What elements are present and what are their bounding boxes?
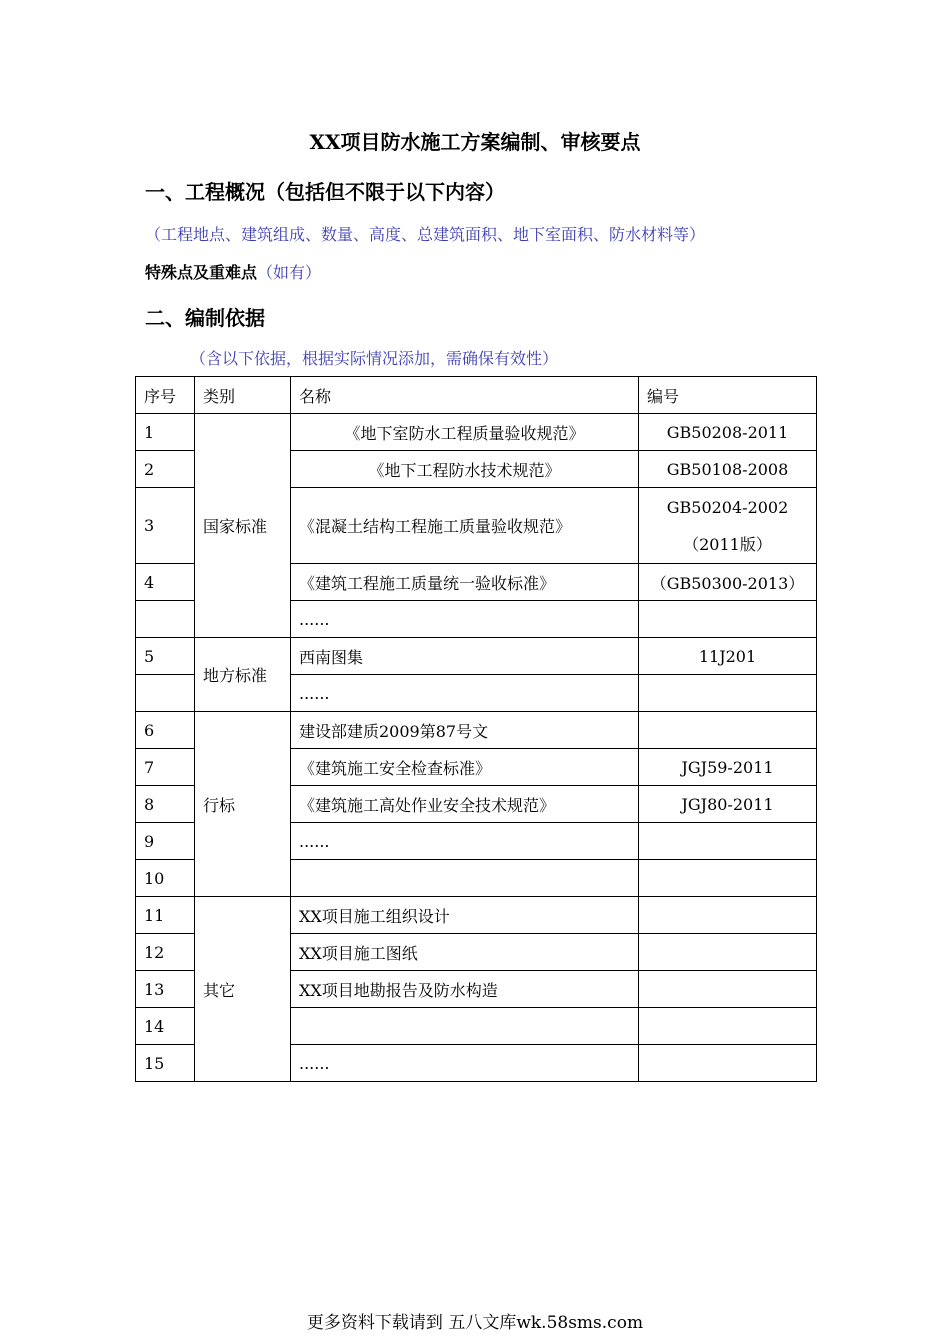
standard-code <box>639 897 817 934</box>
row-number: 11 <box>136 897 195 934</box>
standard-code: 11J201 <box>639 638 817 675</box>
footer-text: 更多资料下载请到 五八文库wk.58sms.com <box>306 1313 644 1333</box>
category-cell: 行标 <box>195 712 291 897</box>
category-cell: 其它 <box>195 897 291 1082</box>
row-number: 5 <box>136 638 195 675</box>
standard-code <box>639 488 817 564</box>
row-number: 3 <box>136 488 195 564</box>
row-number: 14 <box>136 1008 195 1045</box>
standard-code: GB50108-2008 <box>639 451 817 488</box>
table-row <box>136 897 817 934</box>
document-title: XX项目防水施工方案编制、审核要点 <box>309 130 641 154</box>
row-number <box>136 675 195 712</box>
section-2-heading: 二、编制依据 <box>145 306 265 330</box>
category-cell: 国家标准 <box>195 414 291 638</box>
category-cell: 地方标准 <box>195 638 291 712</box>
standard-code <box>639 860 817 897</box>
row-number: 2 <box>136 451 195 488</box>
standard-code <box>639 712 817 749</box>
standard-name: XX项目施工图纸 <box>291 934 639 971</box>
standard-code: JGJ59-2011 <box>639 749 817 786</box>
standard-code <box>639 934 817 971</box>
standard-code: JGJ80-2011 <box>639 786 817 823</box>
special-points-label: 特殊点及重难点 <box>145 263 258 282</box>
row-number <box>136 601 195 638</box>
standard-name: 《建筑施工高处作业安全技术规范》 <box>291 786 639 823</box>
section-1-note: （工程地点、建筑组成、数量、高度、总建筑面积、地下室面积、防水材料等） <box>145 225 706 244</box>
standard-name: 《混凝土结构工程施工质量验收规范》 <box>291 488 639 564</box>
row-number: 12 <box>136 934 195 971</box>
standard-code <box>639 1008 817 1045</box>
standard-code <box>639 675 817 712</box>
standard-code: GB50208-2011 <box>639 414 817 451</box>
row-number: 10 <box>136 860 195 897</box>
standard-code: （GB50300-2013） <box>639 564 817 601</box>
standard-code <box>639 601 817 638</box>
code-line-1: GB50204-2002 <box>666 497 789 517</box>
header-cell: 类别 <box>195 377 291 414</box>
row-number: 9 <box>136 823 195 860</box>
standard-code <box>639 971 817 1008</box>
basis-table <box>135 376 817 1082</box>
standard-name: ...... <box>291 675 639 712</box>
table-header-row <box>136 377 817 414</box>
table-row <box>136 638 817 675</box>
table-row <box>136 414 817 451</box>
standard-name <box>291 1008 639 1045</box>
row-number: 13 <box>136 971 195 1008</box>
row-number: 4 <box>136 564 195 601</box>
standard-name: 《建筑施工安全检查标准》 <box>291 749 639 786</box>
standard-name: ...... <box>291 823 639 860</box>
row-number: 6 <box>136 712 195 749</box>
standard-name: 《地下工程防水技术规范》 <box>291 451 639 488</box>
header-cell: 序号 <box>136 377 195 414</box>
section-2-note: （含以下依据，根据实际情况添加，需确保有效性） <box>190 349 559 368</box>
standard-code <box>639 823 817 860</box>
special-points-note: （如有） <box>257 263 322 282</box>
standard-name: 《地下室防水工程质量验收规范》 <box>291 414 639 451</box>
row-number: 7 <box>136 749 195 786</box>
standard-name: XX项目施工组织设计 <box>291 897 639 934</box>
header-cell: 名称 <box>291 377 639 414</box>
table-row <box>136 712 817 749</box>
special-points-line <box>145 260 321 283</box>
standard-name: 西南图集 <box>291 638 639 675</box>
header-cell: 编号 <box>639 377 817 414</box>
row-number: 8 <box>136 786 195 823</box>
standard-name: ...... <box>291 1045 639 1082</box>
standard-name: 建设部建质2009第87号文 <box>291 712 639 749</box>
standard-name: XX项目地勘报告及防水构造 <box>291 971 639 1008</box>
section-1-heading: 一、工程概况（包括但不限于以下内容） <box>145 180 505 204</box>
row-number: 15 <box>136 1045 195 1082</box>
standard-name: 《建筑工程施工质量统一验收标准》 <box>291 564 639 601</box>
row-number: 1 <box>136 414 195 451</box>
standard-name <box>291 860 639 897</box>
code-line-2: （2011版） <box>683 534 772 554</box>
standard-name: ...... <box>291 601 639 638</box>
standard-code <box>639 1045 817 1082</box>
